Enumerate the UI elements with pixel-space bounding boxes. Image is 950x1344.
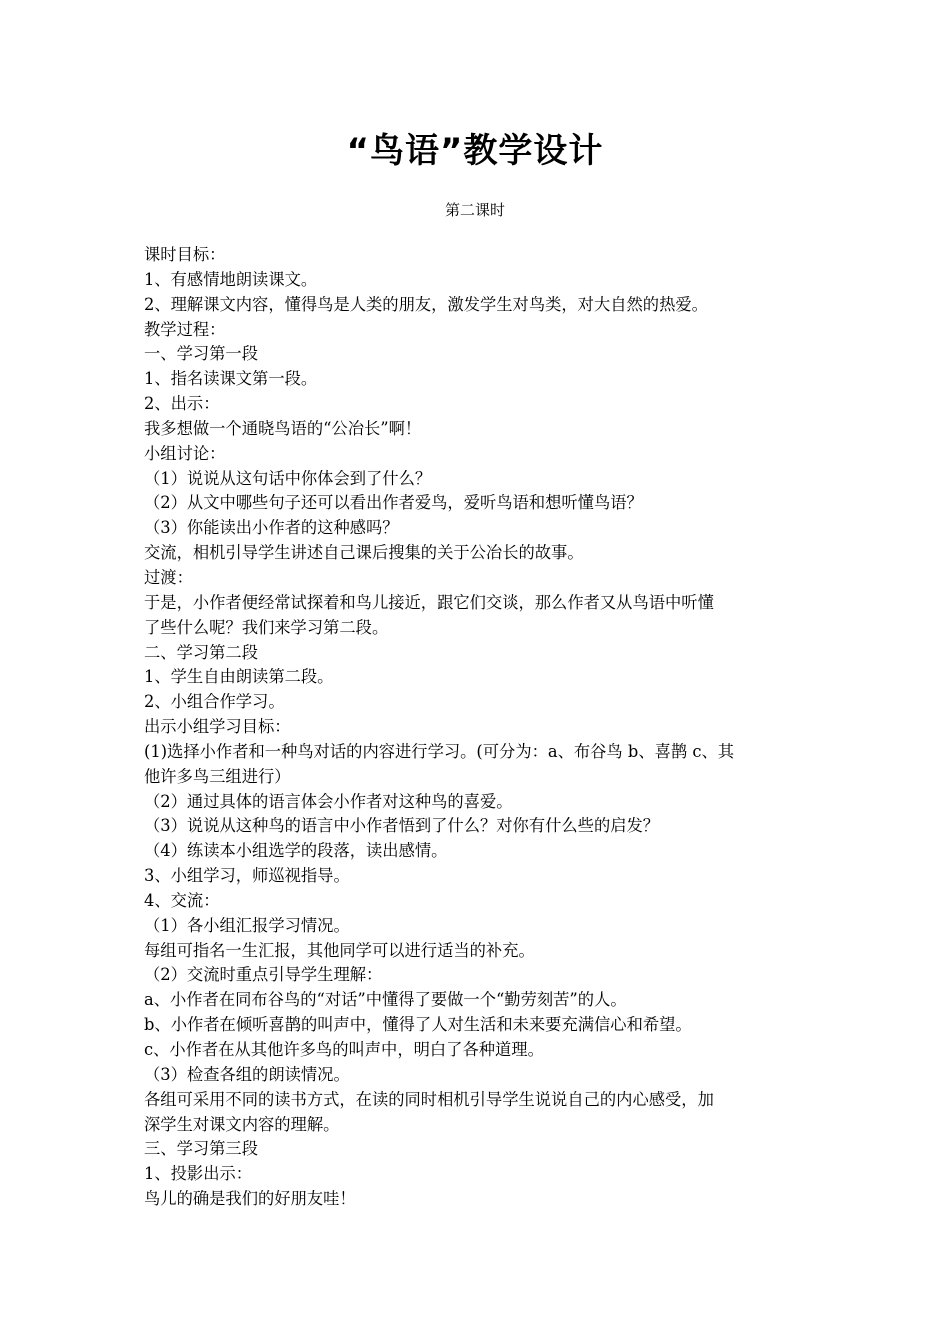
text-line: 小组讨论： (144, 443, 226, 463)
text-line: 每组可指名一生汇报，其他同学可以进行适当的补充。 (144, 940, 535, 960)
text-line: （3）你能读出小作者的这种感吗？ (144, 518, 399, 538)
text-line: a、小作者在同布谷鸟的“对话”中懂得了要做一个“勤劳刻苦”的人。 (144, 990, 627, 1010)
text-line: （2）通过具体的语言体会小作者对这种鸟的喜爱。 (144, 791, 513, 811)
text-line: 过渡： (144, 567, 193, 587)
text-line: 三、学习第三段 (144, 1139, 258, 1159)
document-body (144, 243, 812, 1212)
text-line: （1）各小组汇报学习情况。 (144, 915, 350, 935)
text-line: 教学过程： (144, 319, 226, 339)
text-line: b、小作者在倾听喜鹊的叫声中，懂得了人对生活和未来要充满信心和希望。 (144, 1015, 692, 1035)
text-line: 出示小组学习目标： (144, 717, 291, 737)
text-line: 1、投影出示： (144, 1164, 253, 1184)
text-line: 一、学习第一段 (144, 344, 258, 364)
text-line: 3、小组学习，师巡视指导。 (144, 866, 350, 886)
text-line: 4、交流： (144, 890, 220, 910)
text-line: 于是，小作者便经常试探着和鸟儿接近，跟它们交谈，那么作者又从鸟语中听懂 (144, 592, 714, 612)
text-line: （3）说说从这种鸟的语言中小作者悟到了什么？对你有什么些的启发？ (144, 816, 660, 836)
text-line: c、小作者在从其他许多鸟的叫声中，明白了各种道理。 (144, 1040, 544, 1059)
text-line: (1)选择小作者和一种鸟对话的内容进行学习。(可分为：a、布谷鸟 b、喜鹊 c、其 (144, 741, 735, 761)
text-line: 1、有感情地朗读课文。 (144, 269, 318, 289)
text-line: （3）检查各组的朗读情况。 (144, 1064, 350, 1084)
text-line: 了些什么呢？我们来学习第二段。 (144, 617, 389, 637)
document-subtitle: 第二课时 (444, 201, 505, 219)
text-line: （2）从文中哪些句子还可以看出作者爱鸟，爱听鸟语和想听懂鸟语？ (144, 493, 643, 513)
text-line: 2、理解课文内容，懂得鸟是人类的朋友，激发学生对鸟类，对大自然的热爱。 (144, 294, 708, 314)
text-line: 深学生对课文内容的理解。 (144, 1114, 340, 1134)
text-line: 1、指名读课文第一段。 (144, 369, 318, 389)
text-line: 二、学习第二段 (144, 642, 258, 662)
text-line: 1、学生自由朗读第二段。 (144, 667, 334, 687)
text-line: 2、小组合作学习。 (144, 692, 285, 712)
document-title: “鸟语”教学设计 (346, 131, 604, 171)
text-line: 2、出示： (144, 394, 220, 414)
text-line: 各组可采用不同的读书方式，在读的同时相机引导学生说说自己的内心感受，加 (144, 1089, 714, 1109)
text-line: 我多想做一个通晓鸟语的“公冶长”啊！ (144, 418, 422, 438)
text-line: 鸟儿的确是我们的好朋友哇！ (144, 1189, 356, 1209)
text-line: 课时目标： (144, 245, 226, 264)
text-line: 交流，相机引导学生讲述自己课后搜集的关于公冶长的故事。 (144, 543, 584, 563)
text-line: 他许多鸟三组进行） (144, 766, 291, 786)
text-line: （4）练读本小组选学的段落，读出感情。 (144, 841, 448, 861)
text-line: （1）说说从这句话中你体会到了什么？ (144, 468, 432, 488)
text-line: （2）交流时重点引导学生理解： (144, 965, 383, 985)
